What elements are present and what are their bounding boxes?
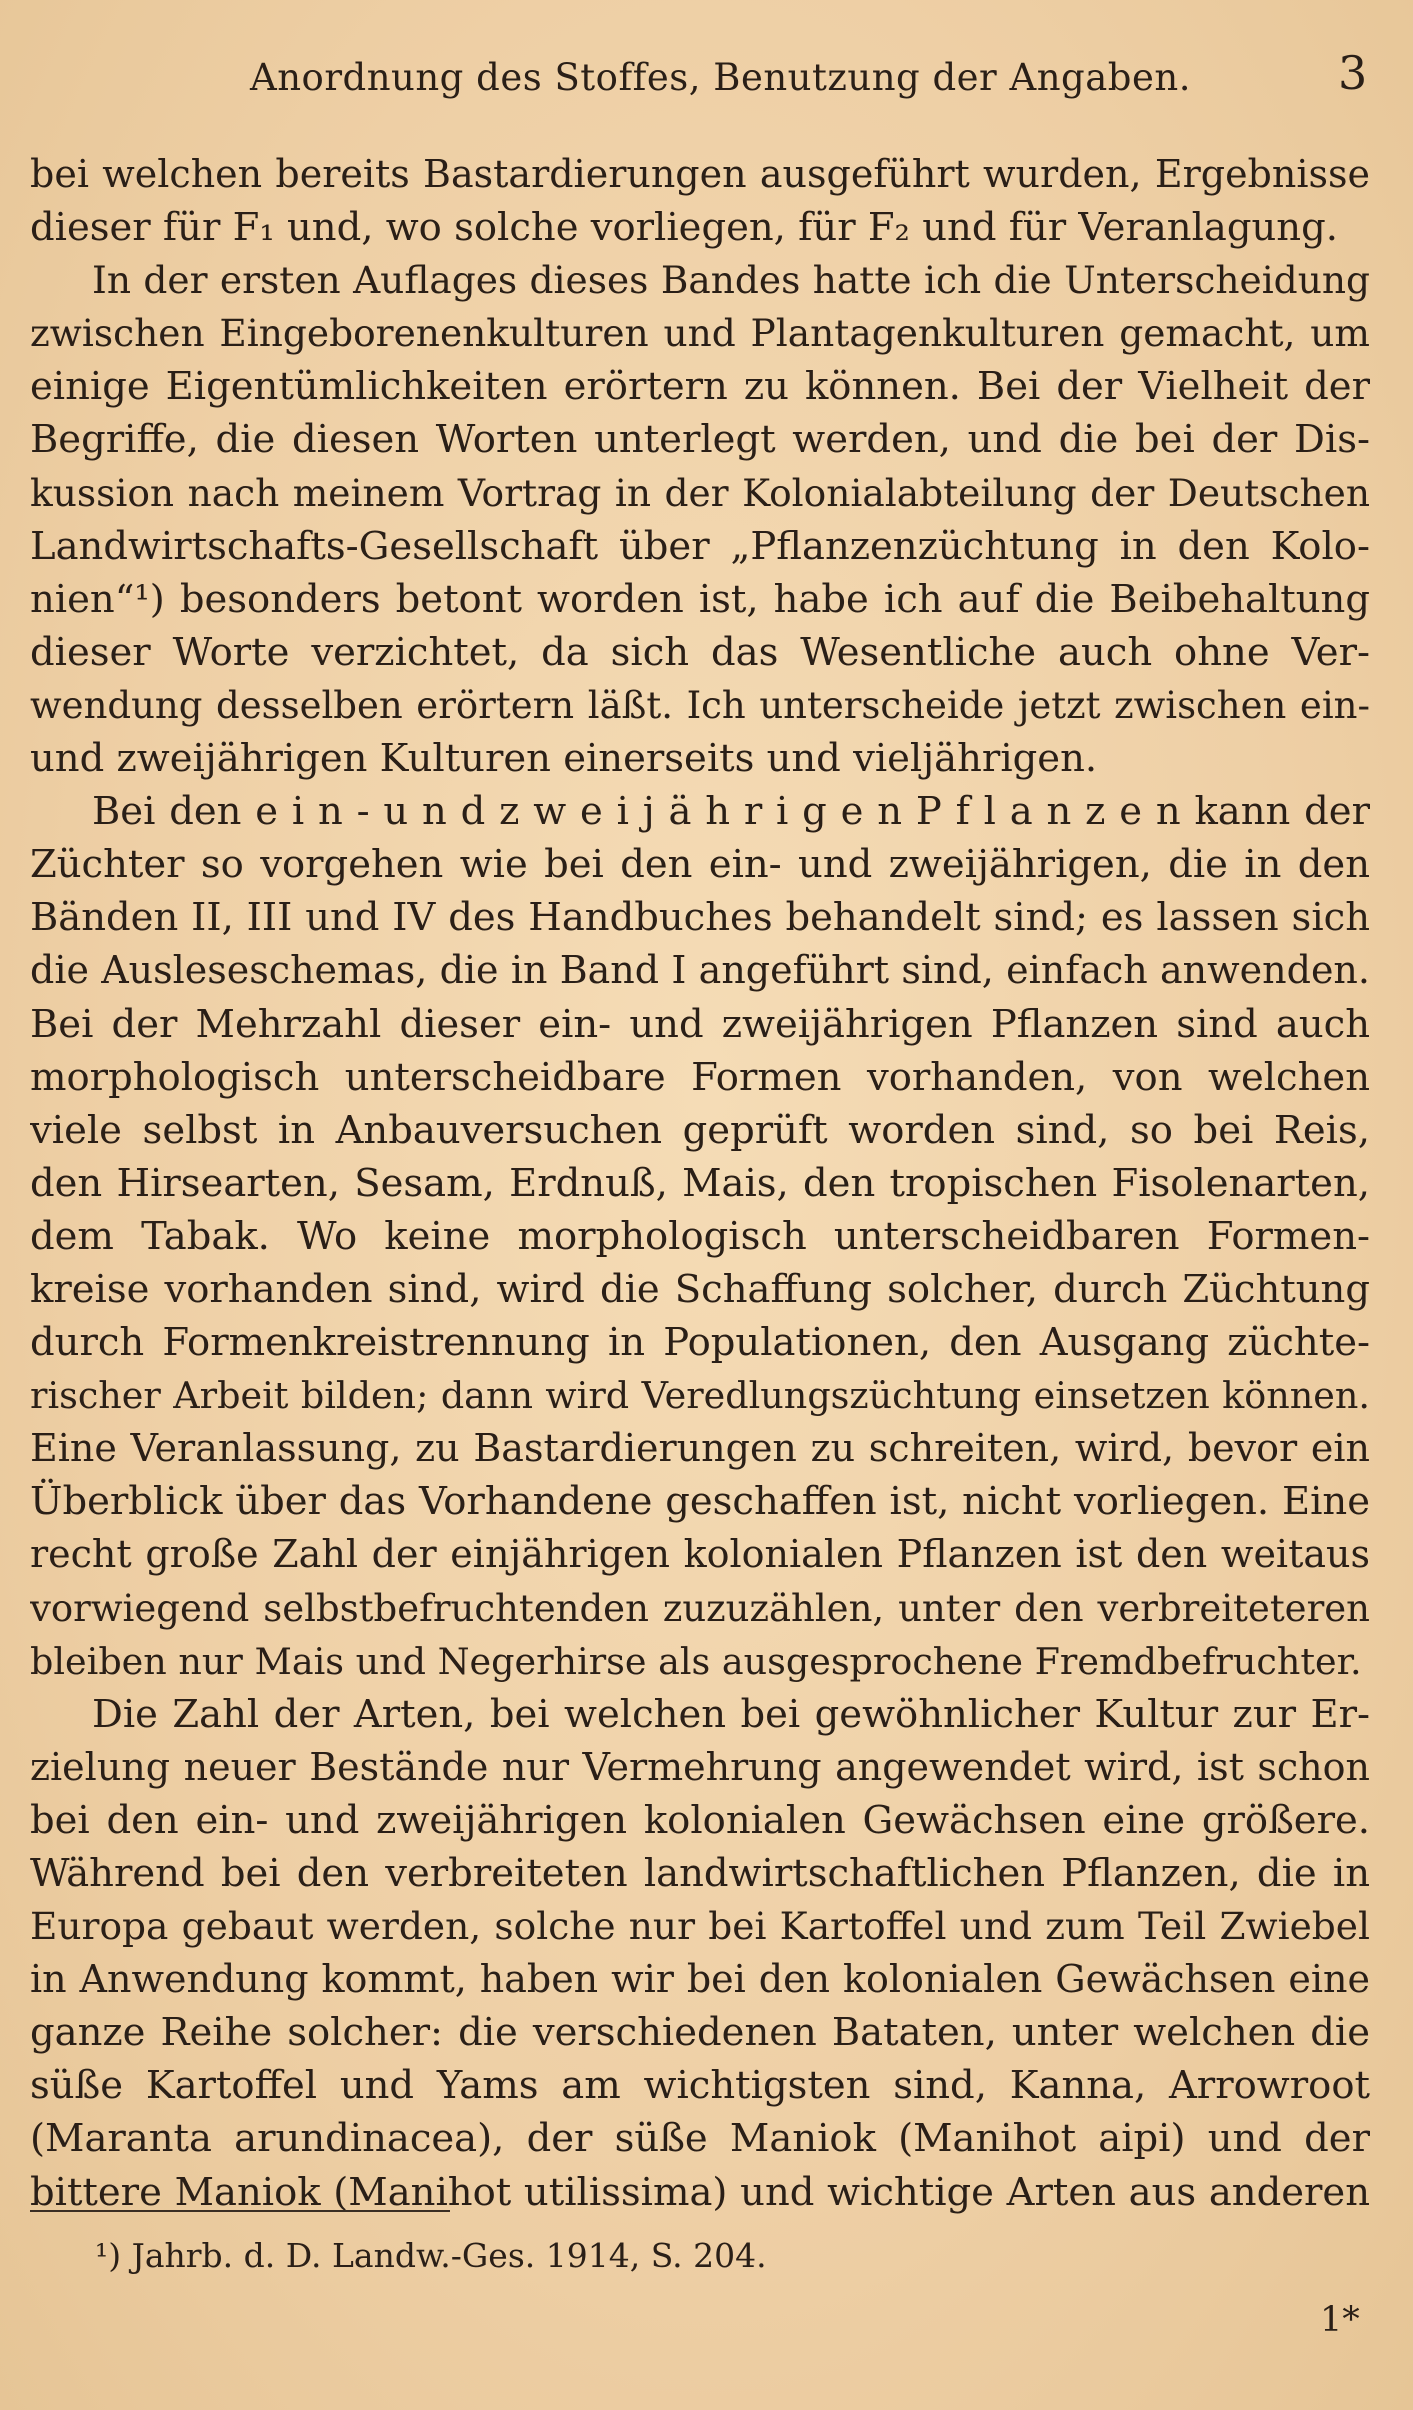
text-line: Bänden II, III und IV des Handbuches behandelt sind; es lassen sich: [30, 895, 1370, 941]
text-line: in Anwendung kommt, haben wir bei den kolonialen Gewächsen eine: [30, 1957, 1370, 2002]
text-line: bittere Maniok (Manihot utilissima) und wichtige Arten aus anderen: [30, 2169, 1370, 2215]
text-line: Landwirtschafts-Gesellschaft über „Pflanzenzüchtung in den Kolo-: [30, 523, 1370, 569]
text-line: dem Tabak. Wo keine morphologisch unterscheidbaren Formen-: [30, 1213, 1370, 1259]
text-line: und zweijährigen Kulturen einerseits und vieljährigen.: [30, 736, 1098, 782]
text-line: zielung neuer Bestände nur Vermehrung angewendet wird, ist schon: [30, 1744, 1370, 1789]
text-line: viele selbst in Anbauversuchen geprüft worden sind, so bei Reis,: [30, 1107, 1370, 1153]
footnote: ¹) Jahrb. d. D. Landw.-Ges. 1914, S. 204.: [95, 2236, 767, 2275]
text-line: kussion nach meinem Vortrag in der Kolonialabteilung der Deutschen: [30, 470, 1370, 515]
text-line: die Ausleseschemas, die in Band I angeführt sind, einfach anwenden.: [30, 948, 1370, 993]
text-line: ganze Reihe solcher: die verschiedenen Bataten, unter welchen die: [30, 2010, 1370, 2056]
text-line: Züchter so vorgehen wie bei den ein- und zweijährigen, die in den: [30, 842, 1370, 888]
text-line: zwischen Eingeborenenkulturen und Plantagenkulturen gemacht, um: [30, 311, 1370, 356]
text-line: süße Kartoffel und Yams am wichtigsten sind, Kanna, Arrowroot: [30, 2063, 1370, 2109]
text-line: Bei den e i n - u n d z w e i j ä h r i g e n P f l a n z e n kann der: [92, 789, 1370, 835]
text-line: In der ersten Auflages dieses Bandes hatte ich die Unterscheidung: [92, 258, 1370, 303]
text-line: dieser Worte verzichtet, da sich das Wesentliche auch ohne Ver-: [30, 629, 1370, 675]
text-line: Die Zahl der Arten, bei welchen bei gewöhnlicher Kultur zur Er-: [92, 1691, 1370, 1737]
text-line: (Maranta arundinacea), der süße Maniok (Manihot aipi) und der: [30, 2116, 1370, 2162]
text-line: Bei der Mehrzahl dieser ein- und zweijährigen Pflanzen sind auch: [30, 1001, 1370, 1047]
text-line: Eine Veranlassung, zu Bastardierungen zu schreiten, wird, bevor ein: [30, 1426, 1370, 1471]
text-line: bleiben nur Mais und Negerhirse als ausgesprochene Fremdbefruchter.: [30, 1639, 1362, 1683]
text-line: den Hirsearten, Sesam, Erdnuß, Mais, den tropischen Fisolenarten,: [30, 1160, 1370, 1206]
text-line: einige Eigentümlichkeiten erörtern zu können. Bei der Vielheit der: [30, 364, 1370, 410]
text-line: nien“¹) besonders betont worden ist, habe ich auf die Beibehaltung: [30, 576, 1370, 622]
text-line: Begriffe, die diesen Worten unterlegt werden, und die bei der Dis-: [30, 417, 1370, 463]
footnote-rule: [30, 2210, 450, 2212]
text-line: wendung desselben erörtern läßt. Ich unterscheide jetzt zwischen ein-: [30, 683, 1370, 727]
body-text: [30, 148, 1370, 2219]
signature-mark: 1*: [1320, 2300, 1360, 2340]
text-line: dieser für F₁ und, wo solche vorliegen, für F₂ und für Veranlagung.: [30, 205, 1338, 251]
text-line: Während bei den verbreiteten landwirtschaftlichen Pflanzen, die in: [30, 1851, 1370, 1896]
page-number: 3: [1338, 46, 1368, 100]
text-line: durch Formenkreistrennung in Populationen, den Ausgang züchte-: [30, 1320, 1370, 1366]
text-line: recht große Zahl der einjährigen kolonialen Pflanzen ist den weitaus: [30, 1532, 1370, 1577]
text-line: rischer Arbeit bilden; dann wird Veredlungszüchtung einsetzen können.: [30, 1374, 1370, 1418]
text-line: Europa gebaut werden, solche nur bei Kartoffel und zum Teil Zwiebel: [30, 1904, 1370, 1949]
running-head: Anordnung des Stoffes, Benutzung der Angaben.: [250, 56, 1191, 99]
text-line: bei den ein- und zweijährigen kolonialen Gewächsen eine größere.: [30, 1797, 1370, 1843]
text-line: kreise vorhanden sind, wird die Schaffung solcher, durch Züchtung: [30, 1266, 1370, 1312]
text-line: morphologisch unterscheidbare Formen vorhanden, von welchen: [30, 1054, 1370, 1100]
text-line: vorwiegend selbstbefruchtenden zuzuzählen, unter den verbreiteteren: [30, 1586, 1370, 1630]
text-line: Überblick über das Vorhandene geschaffen ist, nicht vorliegen. Eine: [30, 1479, 1370, 1525]
text-line: bei welchen bereits Bastardierungen ausgeführt wurden, Ergebnisse: [30, 152, 1370, 196]
